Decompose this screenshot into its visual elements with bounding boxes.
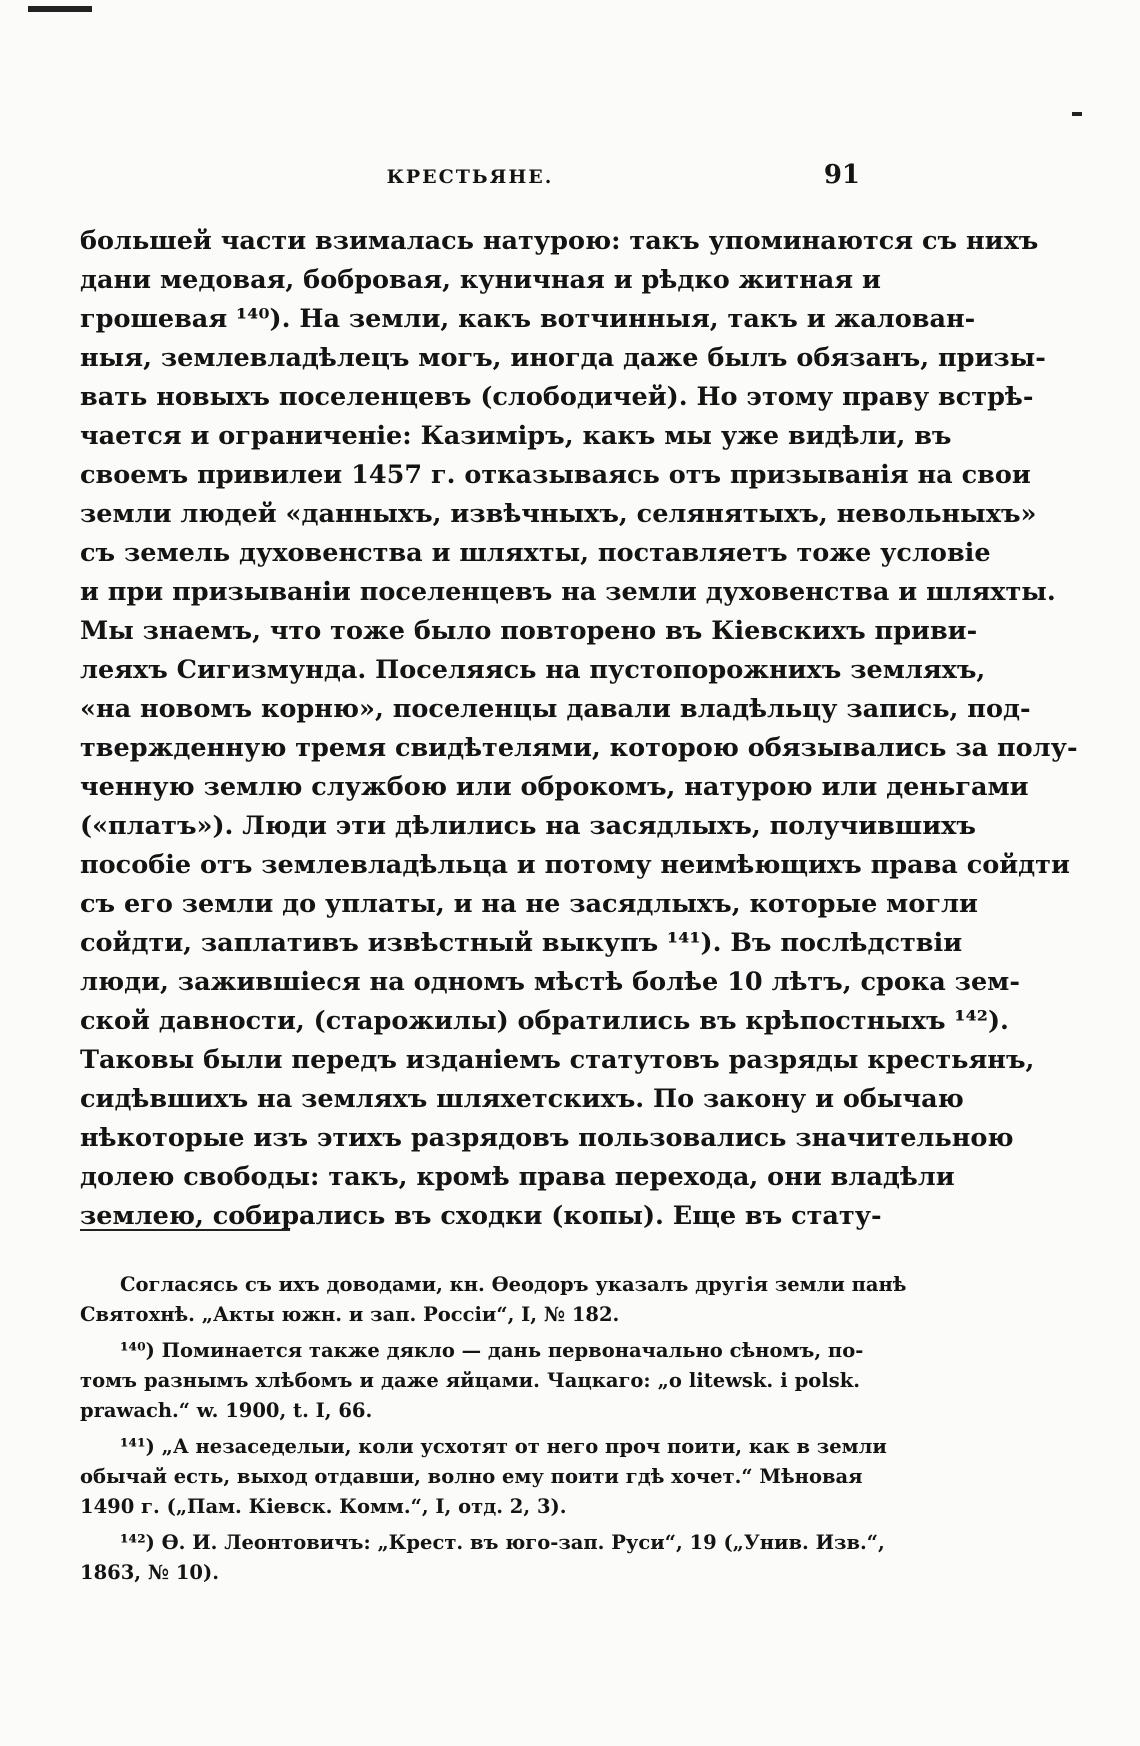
text-line: большей части взималась натурою: такъ упоминаются съ нихъ [80, 226, 1039, 256]
text-line: Мы знаемъ, что тоже было повторено въ Кіевскихъ приви- [80, 616, 978, 646]
footnote-divider [80, 1229, 290, 1231]
footnote-line: ¹⁴⁰) Поминается также дякло — дань первоначально сѣномъ, по- [120, 1339, 864, 1362]
footnotes [80, 1270, 907, 1588]
text-line: земли людей «данныхъ, извѣчныхъ, селянятыхъ, невольныхъ» [80, 499, 1037, 529]
footnote-line: обычай есть, выход отдавши, волно ему поити гдѣ хочет.“ Мѣновая [80, 1465, 863, 1488]
footnote-line: томъ разнымъ хлѣбомъ и даже яйцами. Чацкаго: „o litewsk. i polsk. [80, 1369, 860, 1392]
text-line: дани медовая, бобровая, куничная и рѣдко житная и [80, 265, 881, 295]
text-line: люди, зажившіеся на одномъ мѣстѣ болѣе 10 лѣтъ, срока зем- [80, 967, 1020, 997]
text-line: и при призываніи поселенцевъ на земли духовенства и шляхты. [80, 577, 1056, 607]
main-text [80, 222, 1078, 1236]
text-line: чается и ограниченіе: Казиміръ, какъ мы уже видѣли, въ [80, 421, 952, 451]
text-line: съ его земли до уплаты, и на не засядлыхъ, которые могли [80, 889, 978, 919]
text-line: «на новомъ корню», поселенцы давали владѣльцу запись, под- [80, 694, 1031, 724]
text-line: нѣкоторые изъ этихъ разрядовъ пользовались значительною [80, 1123, 1014, 1153]
print-speck [1072, 112, 1082, 116]
footnote-line: 1490 г. („Пам. Кіевск. Комм.“, I, отд. 2, 3). [80, 1495, 567, 1518]
page-number: 91 [823, 160, 860, 190]
text-line: («платъ»). Люди эти дѣлились на засядлыхъ, получившихъ [80, 811, 976, 841]
text-line: сидѣвшихъ на земляхъ шляхетскихъ. По закону и обычаю [80, 1084, 964, 1114]
footnote-line: 1863, № 10). [80, 1561, 219, 1584]
text-line: ченную землю службою или оброкомъ, натурою или деньгами [80, 772, 1029, 802]
print-speck [28, 6, 92, 12]
text-line: твержденную тремя свидѣтелями, которою обязывались за полу- [80, 733, 1078, 763]
text-line: долею свободы: такъ, кромѣ права перехода, они владѣли [80, 1162, 955, 1192]
page-header [80, 160, 860, 206]
text-line: ныя, землевладѣлецъ могъ, иногда даже былъ обязанъ, призы- [80, 343, 1046, 373]
text-line: землею, собирались въ сходки (копы). Еще въ стату- [80, 1201, 882, 1231]
footnote-line: Согласясь съ ихъ доводами, кн. Ѳеодоръ указалъ другія земли панѣ [120, 1273, 907, 1296]
text-line: Таковы были передъ изданіемъ статутовъ разряды крестьянъ, [80, 1045, 1035, 1075]
text-line: ской давности, (старожилы) обратились въ крѣпостныхъ ¹⁴²). [80, 1006, 1009, 1036]
text-line: съ земель духовенства и шляхты, поставляетъ тоже условіе [80, 538, 991, 568]
footnote-line: ¹⁴¹) „А незаседелыи, коли усхотят от него проч поити, как в земли [120, 1435, 887, 1458]
text-line: сойдти, заплативъ извѣстный выкупъ ¹⁴¹). Въ послѣдствіи [80, 928, 963, 958]
footnote-line: ¹⁴²) Ѳ. И. Леонтовичъ: „Крест. въ юго-зап. Руси“, 19 („Унив. Изв.“, [120, 1531, 885, 1554]
running-title: КРЕСТЬЯНЕ. [386, 166, 554, 188]
footnote-line: Святохнѣ. „Акты южн. и зап. Россіи“, I, № 182. [80, 1303, 620, 1326]
text-line: своемъ привилеи 1457 г. отказываясь отъ призыванія на свои [80, 460, 1031, 490]
text-line: грошевая ¹⁴⁰). На земли, какъ вотчинныя, такъ и жалован- [80, 304, 976, 334]
text-line: вать новыхъ поселенцевъ (слободичей). Но этому праву встрѣ- [80, 382, 1034, 412]
text-line: леяхъ Сигизмунда. Поселяясь на пустопорожнихъ земляхъ, [80, 655, 986, 685]
footnote-line: prawach.“ w. 1900, t. I, 66. [80, 1399, 373, 1422]
text-line: пособіе отъ землевладѣльца и потому неимѣющихъ права сойдти [80, 850, 1070, 880]
